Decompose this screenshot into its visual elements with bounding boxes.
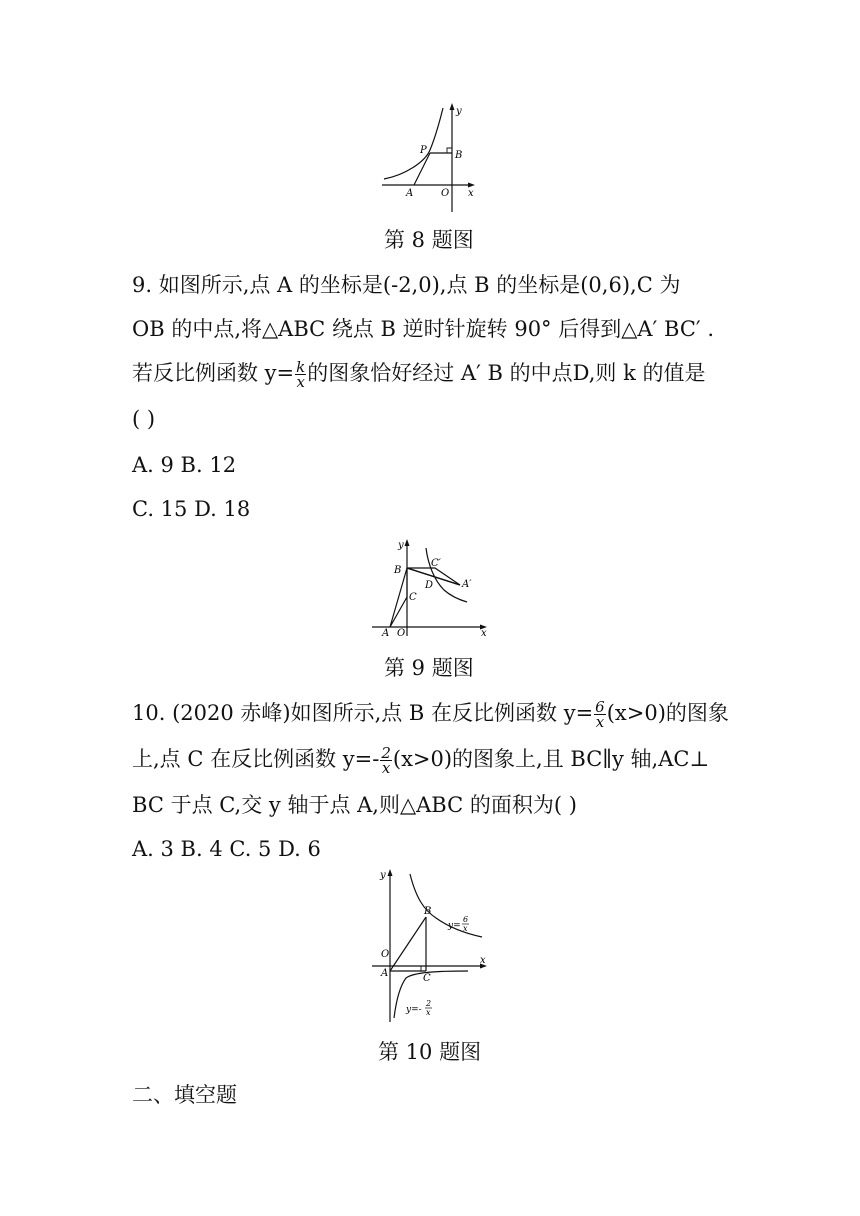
q10-fraction-1: $\frac{6}{x}$ bbox=[595, 698, 605, 731]
q9-line-1: 9. 如图所示,点 A 的坐标是(-2,0),点 B 的坐标是(0,6),C 为 bbox=[132, 273, 681, 297]
fig8-label-x: x bbox=[468, 188, 474, 199]
q10-line-2 bbox=[132, 744, 709, 775]
fig10-label-b: B bbox=[424, 906, 432, 917]
q9-line-3-post: 的图象恰好经过 A′ B 的中点D,则 k 的值是 bbox=[307, 361, 706, 385]
fig9-label-cp: C′ bbox=[431, 558, 441, 569]
figure-10-caption: 第 10 题图 bbox=[378, 1040, 482, 1064]
q10-line-2-post: (x>0)的图象上,且 BC∥y 轴,AC⊥ bbox=[392, 747, 710, 771]
q9-options-row-1: A. 9 B. 12 bbox=[132, 453, 237, 477]
figure-9 bbox=[368, 536, 492, 640]
fig10-label-f1-den: x bbox=[463, 924, 468, 933]
q9-line-2: OB 的中点,将△ABC 绕点 B 逆时针旋转 90° 后得到△A′ BC′ . bbox=[132, 317, 715, 341]
fig8-label-a: A bbox=[406, 188, 414, 199]
fig9-label-o: O bbox=[397, 628, 406, 639]
q9-line-3 bbox=[132, 358, 705, 389]
q9-line-4: ( ) bbox=[132, 407, 156, 431]
q10-line-1 bbox=[132, 698, 729, 729]
fig8-label-y: y bbox=[456, 106, 462, 117]
q10-line-3: BC 于点 C,交 y 轴于点 A,则△ABC 的面积为( ) bbox=[132, 793, 577, 817]
fig9-label-x: x bbox=[481, 628, 487, 639]
fig8-label-o: O bbox=[441, 188, 450, 199]
q9-options-row-2: C. 15 D. 18 bbox=[132, 497, 251, 521]
q10-options: A. 3 B. 4 C. 5 D. 6 bbox=[132, 837, 321, 861]
fig10-label-y: y bbox=[380, 870, 386, 881]
fig9-curve bbox=[426, 548, 467, 602]
fig9-label-c: C bbox=[409, 592, 417, 603]
q10-line-1-pre: 10. (2020 赤峰)如图所示,点 B 在反比例函数 y= bbox=[132, 701, 594, 725]
fig10-curve-positive bbox=[410, 874, 482, 937]
fig10-label-f1-num: 6 bbox=[463, 915, 469, 924]
fig9-label-b: B bbox=[394, 565, 402, 576]
section-title: 二、填空题 bbox=[132, 1083, 237, 1107]
q9-fraction: $\frac{k}{x}$ bbox=[296, 358, 306, 391]
fig8-label-b: B bbox=[455, 150, 463, 161]
fig10-label-o: O bbox=[381, 949, 390, 960]
q10-line-1-post: (x>0)的图象 bbox=[606, 701, 729, 725]
figure-9-caption: 第 9 题图 bbox=[384, 656, 474, 680]
q9-line-3-pre: 若反比例函数 y= bbox=[132, 361, 295, 385]
fig10-label-f2-den: x bbox=[426, 1008, 431, 1017]
figure-8 bbox=[370, 100, 480, 216]
fig10-label-f2: y=- bbox=[406, 1005, 422, 1015]
fig9-label-y: y bbox=[398, 540, 404, 551]
q10-line-2-pre: 上,点 C 在反比例函数 y=- bbox=[132, 747, 380, 771]
fig9-label-d: D bbox=[425, 580, 434, 591]
fig10-label-f1: y= bbox=[448, 921, 461, 931]
figure-8-caption: 第 8 题图 bbox=[384, 228, 474, 252]
fig9-label-a: A bbox=[382, 628, 390, 639]
fig10-label-a: A bbox=[381, 968, 389, 979]
q10-fraction-2: $\frac{2}{x}$ bbox=[381, 744, 391, 777]
fig10-label-f2-num: 2 bbox=[426, 999, 432, 1008]
fig8-segment-ap bbox=[414, 153, 430, 185]
fig10-label-c: C bbox=[423, 973, 431, 984]
figure-10 bbox=[368, 866, 492, 1028]
fig8-curve bbox=[384, 108, 443, 179]
fig9-label-ap: A′ bbox=[462, 579, 472, 590]
fig9-triangle-abc bbox=[390, 568, 407, 627]
fig8-label-p: P bbox=[420, 145, 427, 156]
fig10-label-x: x bbox=[480, 955, 486, 966]
